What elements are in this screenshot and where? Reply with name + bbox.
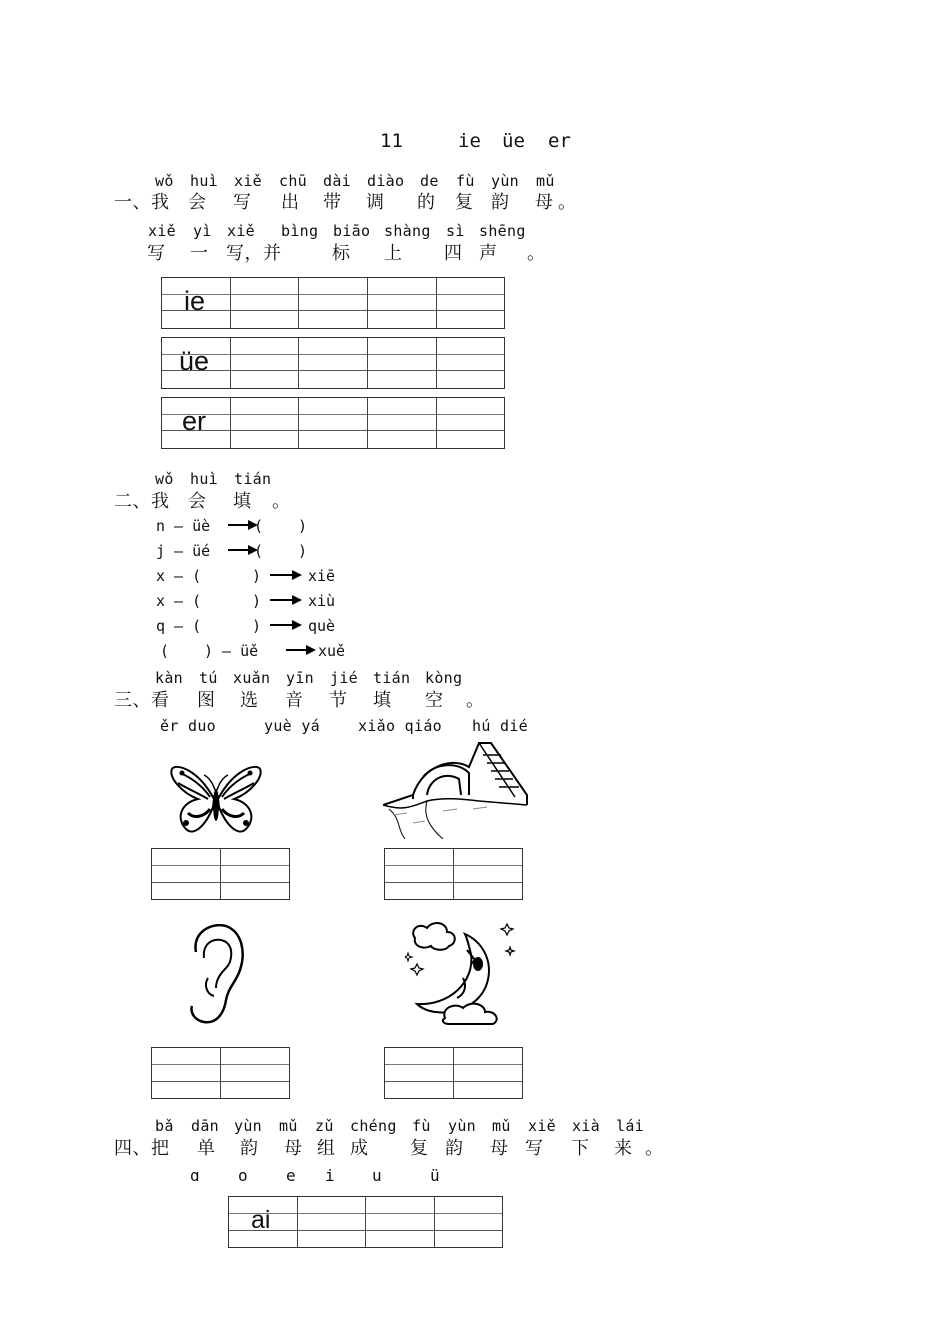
fill-item-left: x — ( [156, 567, 202, 585]
heading-char: 填 [373, 690, 392, 711]
vowel-option: e [286, 1166, 296, 1185]
pinyin-word: wǒ [155, 172, 174, 190]
pinyin-word: de [420, 172, 439, 190]
vowel-option: o [238, 1166, 248, 1185]
writing-grid-ie[interactable] [161, 277, 505, 329]
heading-char: 。 [466, 690, 485, 711]
pinyin-word: zǔ [315, 1117, 334, 1135]
pinyin-word: diào [367, 172, 405, 190]
pinyin-word: huì [190, 172, 218, 190]
answer-grid-butterfly[interactable] [151, 848, 290, 900]
heading-char: 填 [233, 491, 252, 512]
heading-char: 带 [323, 192, 342, 213]
heading-char: 上 [384, 243, 403, 264]
heading-char: 单 [197, 1138, 216, 1159]
pinyin-word: huì [190, 470, 218, 488]
pinyin-word: dài [323, 172, 351, 190]
section-heading: 一、我 [114, 192, 170, 213]
heading-char: 调 [366, 192, 385, 213]
title-final-er: er [548, 130, 571, 152]
heading-char: 下 [571, 1138, 590, 1159]
heading-char: 会 [188, 192, 207, 213]
lesson-number: 11 [380, 130, 403, 152]
answer-grid-ear[interactable] [151, 1047, 290, 1099]
heading-char: 写，并 [226, 243, 282, 264]
heading-char: 母 [284, 1138, 303, 1159]
pinyin-word: sì [446, 222, 465, 240]
pinyin-word: xià [572, 1117, 600, 1135]
fill-item-left: x — ( [156, 592, 202, 610]
fill-blank-end: ) [298, 517, 308, 535]
pinyin-word: wǒ [155, 470, 174, 488]
section-heading: 四、把 [114, 1138, 170, 1159]
heading-char: 写 [233, 192, 252, 213]
pinyin-word: bǎ [155, 1117, 174, 1135]
pinyin-word: yùn [448, 1117, 476, 1135]
pinyin-word: chū [279, 172, 307, 190]
vowel-option: u [372, 1166, 382, 1185]
title-final-ue: üe [502, 130, 525, 152]
pinyin-word: yùn [234, 1117, 262, 1135]
pinyin-word: kòng [425, 669, 463, 687]
heading-char: 写 [525, 1138, 544, 1159]
heading-char: 组 [317, 1138, 336, 1159]
vowel-option: ü [430, 1166, 440, 1185]
pinyin-word: shēng [479, 222, 526, 240]
fill-item-right: xiù [308, 592, 336, 610]
pinyin-word: fù [456, 172, 475, 190]
pinyin-word: tián [373, 669, 411, 687]
arrow-right-icon [286, 644, 316, 656]
pinyin-word: chéng [350, 1117, 397, 1135]
fill-item-right: xiē [308, 567, 336, 585]
fill-item-right: què [308, 617, 336, 635]
writing-grid-ue[interactable] [161, 337, 505, 389]
heading-char: 节 [329, 690, 348, 711]
writing-grid-compound[interactable] [228, 1196, 503, 1248]
fill-blank[interactable]: ( [254, 517, 264, 535]
heading-char: 。 [558, 192, 577, 213]
fill-item-right: xuě [318, 642, 346, 660]
pinyin-word: kàn [155, 669, 183, 687]
pinyin-word: xiě [148, 222, 176, 240]
heading-char: 来 [614, 1138, 633, 1159]
heading-char: 复 [410, 1138, 429, 1159]
heading-char: 空 [425, 690, 444, 711]
pinyin-word: mǔ [279, 1117, 298, 1135]
pinyin-word: yùn [491, 172, 519, 190]
heading-char: 图 [197, 690, 216, 711]
pinyin-word: biāo [333, 222, 371, 240]
answer-grid-bridge[interactable] [384, 848, 523, 900]
bridge-icon [383, 735, 529, 839]
heading-char: 四 [444, 243, 463, 264]
pinyin-word: mǔ [492, 1117, 511, 1135]
heading-char: 。 [272, 491, 291, 512]
heading-char: 母 [535, 192, 554, 213]
heading-char: 。 [527, 243, 546, 264]
pinyin-word: tián [234, 470, 272, 488]
answer-option: ěr duo [160, 717, 216, 735]
pinyin-word: xiě [227, 222, 255, 240]
fill-item-left: q — ( [156, 617, 202, 635]
pinyin-word: jié [330, 669, 358, 687]
heading-char: 出 [281, 192, 300, 213]
fill-blank-end[interactable]: ) [252, 617, 262, 635]
section-heading: 二、我 [114, 491, 170, 512]
fill-blank-end: ) — üě [204, 642, 259, 660]
title-final-ie: ie [458, 130, 481, 152]
arrow-right-icon [270, 594, 302, 606]
writing-grid-er[interactable] [161, 397, 505, 449]
heading-char: 的 [417, 192, 436, 213]
fill-blank[interactable]: ( [254, 542, 264, 560]
heading-char: 会 [188, 491, 207, 512]
fill-blank-end: ) [298, 542, 308, 560]
pinyin-word: fù [412, 1117, 431, 1135]
pinyin-word: shàng [384, 222, 431, 240]
answer-option: xiǎo qiáo [358, 717, 442, 735]
heading-char: 成 [350, 1138, 369, 1159]
pinyin-word: yīn [286, 669, 314, 687]
pinyin-word: mǔ [536, 172, 555, 190]
grid-example-letters: ie [184, 286, 206, 316]
moon-icon [405, 920, 519, 1026]
pinyin-word: tú [199, 669, 218, 687]
fill-item-left[interactable]: ( [160, 642, 170, 660]
pinyin-word: dān [191, 1117, 219, 1135]
heading-char: 选 [240, 690, 259, 711]
heading-char: 声 [479, 243, 498, 264]
heading-char: 音 [285, 690, 304, 711]
section-heading: 三、看 [114, 690, 170, 711]
vowel-option: ɑ [190, 1166, 200, 1185]
butterfly-icon [168, 763, 264, 839]
pinyin-word: bìng [281, 222, 319, 240]
grid-example-letters: üe [179, 346, 210, 376]
heading-char: 写 [147, 243, 166, 264]
answer-grid-moon[interactable] [384, 1047, 523, 1099]
heading-char: 韵 [445, 1138, 464, 1159]
pinyin-word: yì [193, 222, 212, 240]
fill-blank-end[interactable]: ) [252, 567, 262, 585]
heading-char: 韵 [240, 1138, 259, 1159]
fill-item-left: n — üè [156, 517, 211, 535]
pinyin-word: xiě [234, 172, 262, 190]
heading-char: 韵 [491, 192, 510, 213]
grid-example-letters: ai [251, 1206, 271, 1234]
heading-char: 母 [490, 1138, 509, 1159]
heading-char: 。 [645, 1138, 664, 1159]
arrow-right-icon [270, 619, 302, 631]
pinyin-word: lái [616, 1117, 644, 1135]
heading-char: 复 [455, 192, 474, 213]
pinyin-word: xiě [528, 1117, 556, 1135]
answer-option: hú dié [472, 717, 528, 735]
arrow-right-icon [270, 569, 302, 581]
heading-char: 标 [332, 243, 351, 264]
fill-item-left: j — üé [156, 542, 211, 560]
pinyin-word: xuǎn [233, 669, 271, 687]
heading-char: 一 [190, 243, 209, 264]
ear-icon [186, 922, 246, 1026]
grid-example-letters: er [182, 406, 207, 436]
vowel-option: i [325, 1166, 335, 1185]
answer-option: yuè yá [264, 717, 320, 735]
fill-blank-end[interactable]: ) [252, 592, 262, 610]
